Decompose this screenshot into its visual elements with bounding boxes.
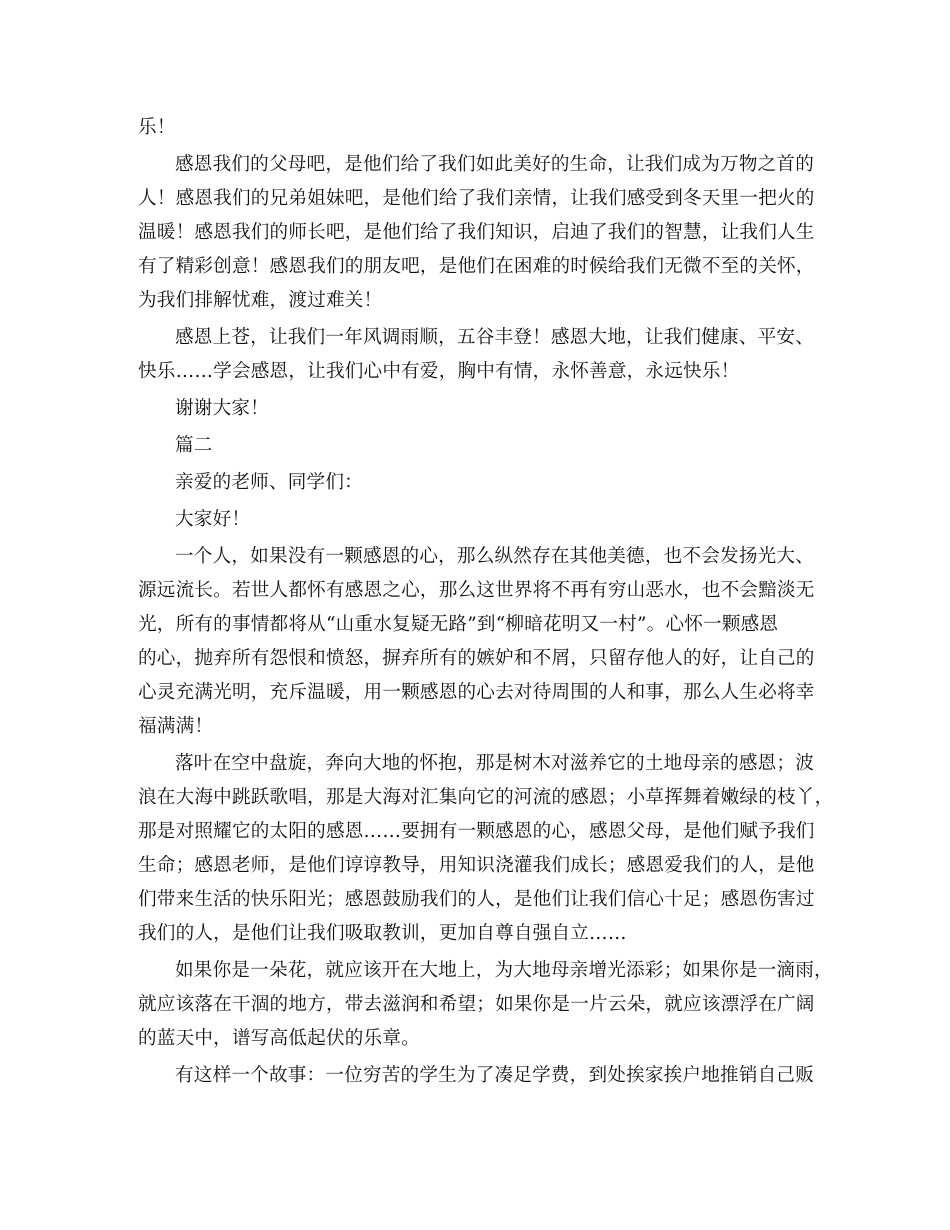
text-line: 谢谢大家！ xyxy=(175,398,269,419)
text-line: 亲爱的老师、同学们： xyxy=(175,472,363,493)
text-line: 大家好！ xyxy=(175,509,251,530)
text-line: 温暖！感恩我们的师长吧，是他们给了我们知识，启迪了我们的智慧，让我们人生 xyxy=(138,222,815,243)
text-line: 人！感恩我们的兄弟姐妹吧，是他们给了我们亲情，让我们感受到冬天里一把火的 xyxy=(138,188,815,209)
section-heading: 篇二 xyxy=(175,435,213,456)
text-line: 快乐……学会感恩，让我们心中有爱，胸中有情，永怀善意，永远快乐！ xyxy=(138,361,740,382)
text-line: 就应该落在干涸的地方，带去滋润和希望；如果你是一片云朵，就应该漂浮在广阔 xyxy=(138,994,815,1015)
text-line: 们带来生活的快乐阳光；感恩鼓励我们的人，是他们让我们信心十足；感恩伤害过 xyxy=(138,889,815,910)
text-line: 落叶在空中盘旋，奔向大地的怀抱，那是树木对滋养它的土地母亲的感恩；波 xyxy=(175,753,814,774)
text-line: 有这样一个故事：一位穷苦的学生为了凑足学费，到处挨家挨户地推销自己贩 xyxy=(175,1065,814,1086)
text-line: 感恩上苍，让我们一年风调雨顺，五谷丰登！感恩大地，让我们健康、平安、 xyxy=(175,327,814,348)
text-line: 心灵充满光明，充斥温暖，用一颗感恩的心去对待周围的人和事，那么人生必将幸 xyxy=(138,682,815,703)
text-line: 光，所有的事情都将从“山重水复疑无路”到“柳暗花明又一村”。心怀一颗感恩 xyxy=(138,614,779,635)
text-line: 如果你是一朵花，就应该开在大地上，为大地母亲增光添彩；如果你是一滴雨， xyxy=(175,960,833,981)
text-line: 源远流长。若世人都怀有感恩之心，那么这世界将不再有穷山恶水，也不会黯淡无 xyxy=(138,580,815,601)
text-line: 福满满！ xyxy=(138,716,214,737)
text-line: 那是对照耀它的太阳的感恩……要拥有一颗感恩的心，感恩父母，是他们赋予我们 xyxy=(138,821,815,842)
text-line: 的蓝天中，谱写高低起伏的乐章。 xyxy=(138,1028,420,1049)
text-line: 我们的人，是他们让我们吸取教训，更加自尊自强自立…… xyxy=(138,923,627,944)
text-line: 为我们排解忧难，渡过难关！ xyxy=(138,290,383,311)
text-line: 有了精彩创意！感恩我们的朋友吧，是他们在困难的时候给我们无微不至的关怀， xyxy=(138,256,815,277)
text-line: 一个人，如果没有一颗感恩的心，那么纵然存在其他美德，也不会发扬光大、 xyxy=(175,546,814,567)
text-line: 乐！ xyxy=(138,117,176,138)
text-line: 的心，抛弃所有怨恨和愤怒，摒弃所有的嫉妒和不屑，只留存他人的好，让自己的 xyxy=(138,648,815,669)
text-line: 浪在大海中跳跃歌唱，那是大海对汇集向它的河流的感恩；小草挥舞着嫩绿的枝丫， xyxy=(138,787,834,808)
text-line: 生命；感恩老师，是他们谆谆教导，用知识浇灌我们成长；感恩爱我们的人，是他 xyxy=(138,855,815,876)
text-line: 感恩我们的父母吧，是他们给了我们如此美好的生命，让我们成为万物之首的 xyxy=(175,154,814,175)
